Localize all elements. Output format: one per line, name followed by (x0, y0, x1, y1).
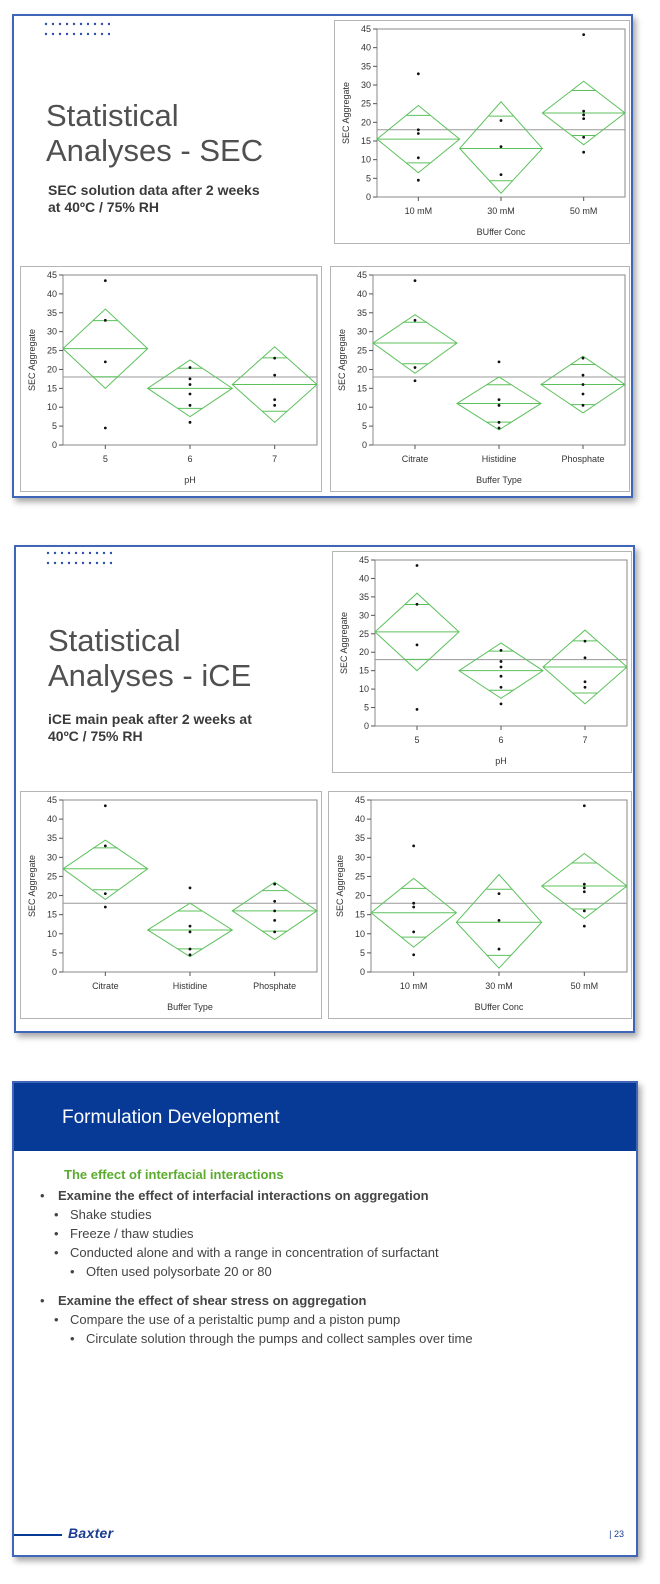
chart-panel-buffer-type (330, 266, 630, 492)
data-point (189, 421, 192, 424)
y-tick-label: 15 (356, 383, 367, 394)
y-tick-label: 5 (51, 421, 57, 432)
data-point (412, 906, 415, 909)
chart-panel-ph (20, 266, 322, 492)
data-point (583, 890, 586, 893)
data-point (582, 113, 585, 116)
data-point (583, 887, 586, 890)
y-tick-label: 40 (360, 42, 371, 53)
data-point (582, 357, 585, 360)
data-point (582, 117, 585, 120)
bullet-list (34, 1188, 616, 1346)
data-point (584, 640, 587, 643)
data-point (583, 909, 586, 912)
plot-frame (373, 275, 625, 445)
data-point (417, 156, 420, 159)
y-tick-label: 25 (354, 871, 365, 882)
x-tick-label: Phosphate (253, 981, 297, 991)
y-tick-label: 30 (356, 326, 367, 337)
y-tick-label: 0 (363, 721, 369, 731)
bullet-item: • Examine the effect of shear stress on aggregation (34, 1293, 616, 1308)
data-point (584, 686, 587, 689)
sub-bullet-item: • Compare the use of a peristaltic pump and a piston pump (34, 1312, 616, 1327)
data-point (189, 366, 192, 369)
subtitle-line-1: iCE main peak after 2 weeks at (48, 711, 252, 727)
y-tick-label: 10 (358, 684, 369, 695)
x-tick-label: Citrate (92, 981, 119, 991)
y-axis-label: SEC Aggregate (341, 81, 351, 145)
slide-title (46, 98, 263, 168)
y-tick-label: 40 (358, 573, 369, 584)
data-point (500, 173, 503, 176)
y-tick-label: 10 (356, 402, 367, 413)
y-tick-label: 45 (356, 270, 367, 280)
x-tick-label: Histidine (481, 454, 517, 464)
y-axis-label: SEC Aggregate (337, 328, 347, 392)
data-point (582, 110, 585, 113)
y-tick-label: 45 (354, 795, 365, 805)
x-axis-label: pH (184, 475, 196, 485)
ph-chart (333, 552, 631, 772)
y-axis-label: SEC Aggregate (27, 854, 37, 918)
y-tick-label: 5 (359, 947, 365, 958)
slide-body (58, 1167, 616, 1350)
y-tick-label: 15 (358, 665, 369, 676)
y-tick-label: 25 (360, 98, 371, 109)
y-tick-label: 15 (360, 136, 371, 146)
y-tick-label: 10 (46, 402, 57, 413)
data-point (583, 883, 586, 886)
data-point (189, 953, 192, 956)
data-point (584, 656, 587, 659)
y-tick-label: 30 (46, 326, 57, 337)
data-point (189, 948, 192, 951)
title-line-1: Statistical (46, 98, 179, 133)
data-point (500, 119, 503, 122)
subtitle-line-2: 40ºC / 75% RH (48, 728, 143, 744)
data-point (414, 366, 417, 369)
data-point (417, 179, 420, 182)
data-point (273, 398, 276, 401)
y-tick-label: 20 (360, 117, 371, 128)
y-axis-label: SEC Aggregate (335, 854, 345, 918)
data-point (498, 421, 501, 424)
y-tick-label: 10 (360, 154, 371, 165)
data-point (416, 603, 419, 606)
x-tick-label: Phosphate (561, 454, 605, 464)
ph-chart (21, 267, 321, 491)
data-point (498, 404, 501, 407)
data-point (414, 279, 417, 282)
data-point (417, 132, 420, 135)
y-tick-label: 5 (361, 421, 367, 432)
data-point (417, 72, 420, 75)
data-point (416, 708, 419, 711)
chart-panel-buffer-type (20, 791, 322, 1019)
data-point (500, 675, 503, 678)
data-point (273, 930, 276, 933)
data-point (412, 930, 415, 933)
data-point (500, 702, 503, 705)
sub-sub-bullet-item: • Circulate solution through the pumps and collect samples over time (34, 1331, 616, 1346)
data-point (104, 844, 107, 847)
y-tick-label: 30 (360, 80, 371, 90)
y-tick-label: 20 (356, 364, 367, 375)
data-point (582, 33, 585, 36)
slide-subtitle (48, 711, 252, 745)
slide-sec-analysis (12, 14, 633, 498)
chart-root (339, 555, 627, 766)
y-tick-label: 40 (354, 814, 365, 825)
y-tick-label: 20 (358, 647, 369, 658)
data-point (500, 666, 503, 669)
y-tick-label: 0 (359, 967, 365, 977)
y-tick-label: 5 (365, 173, 371, 184)
y-tick-label: 35 (354, 833, 365, 844)
x-tick-label: 10 mM (399, 981, 428, 991)
data-point (500, 686, 503, 689)
y-tick-label: 25 (46, 871, 57, 882)
subtitle-line-2: at 40ºC / 75% RH (48, 199, 159, 215)
data-point (416, 564, 419, 567)
data-point (273, 357, 276, 360)
x-axis-label: BUffer Conc (476, 227, 526, 237)
x-axis-label: Buffer Type (167, 1002, 213, 1012)
slide-title (48, 623, 251, 693)
data-point (189, 887, 192, 890)
footer-line (14, 1534, 62, 1536)
chart-root (337, 270, 625, 485)
data-point (498, 948, 501, 951)
data-point (273, 919, 276, 922)
slide-ice-analysis (14, 545, 635, 1033)
x-tick-label: 6 (498, 735, 504, 745)
y-tick-label: 25 (356, 345, 367, 356)
x-tick-label: 50 mM (570, 981, 599, 991)
means-diamond (373, 315, 457, 374)
data-point (500, 145, 503, 148)
x-tick-label: Citrate (401, 454, 429, 464)
chart-root (27, 795, 317, 1012)
chart-root (27, 270, 317, 485)
data-point (189, 404, 192, 407)
x-axis-label: pH (495, 756, 507, 766)
x-tick-label: 5 (414, 735, 420, 745)
y-tick-label: 45 (358, 555, 369, 565)
header-title: Formulation Development (62, 1107, 280, 1128)
x-tick-label: 10 mM (404, 206, 433, 216)
y-tick-label: 35 (360, 61, 371, 72)
buffer-conc-chart (335, 21, 629, 243)
data-point (273, 900, 276, 903)
data-point (582, 383, 585, 386)
data-point (104, 427, 107, 430)
x-tick-label: 30 mM (487, 206, 515, 216)
data-point (498, 427, 501, 430)
data-point (189, 383, 192, 386)
y-tick-label: 40 (356, 288, 367, 299)
y-tick-label: 45 (360, 24, 371, 34)
y-tick-label: 0 (51, 440, 57, 450)
y-tick-label: 10 (46, 928, 57, 939)
dotted-pattern-icon (44, 21, 110, 41)
bullet-item: • Examine the effect of interfacial interactions on aggregation (34, 1188, 616, 1203)
data-point (104, 360, 107, 363)
baxter-logo: Baxter (68, 1525, 114, 1541)
sub-bullet-item: • Conducted alone and with a range in concentration of surfactant (34, 1245, 616, 1260)
x-tick-label: 50 mM (569, 206, 598, 216)
data-point (582, 374, 585, 377)
y-tick-label: 35 (356, 307, 367, 318)
data-point (584, 680, 587, 683)
y-tick-label: 15 (354, 909, 365, 920)
sub-sub-bullet-item: • Often used polysorbate 20 or 80 (34, 1264, 616, 1279)
data-point (414, 379, 417, 382)
data-point (104, 279, 107, 282)
y-tick-label: 0 (365, 192, 371, 202)
chart-panel-buffer-conc (334, 20, 630, 244)
y-tick-label: 25 (358, 628, 369, 639)
data-point (104, 319, 107, 322)
data-point (582, 393, 585, 396)
section-heading: The effect of interfacial interactions (64, 1167, 284, 1182)
spacer (34, 1283, 616, 1293)
data-point (189, 377, 192, 380)
x-tick-label: 7 (272, 454, 278, 464)
page-number: | 23 (609, 1529, 624, 1539)
chart-root (341, 24, 625, 237)
x-tick-label: Histidine (172, 981, 208, 991)
subtitle-line-1: SEC solution data after 2 weeks (48, 182, 260, 198)
y-tick-label: 20 (46, 364, 57, 375)
data-point (412, 902, 415, 905)
y-axis-label: SEC Aggregate (27, 328, 37, 392)
x-tick-label: 30 mM (485, 981, 513, 991)
data-point (583, 804, 586, 807)
y-tick-label: 20 (46, 890, 57, 901)
title-line-1: Statistical (48, 623, 181, 658)
sub-bullet-item: • Freeze / thaw studies (34, 1226, 616, 1241)
data-point (498, 360, 501, 363)
x-tick-label: 6 (187, 454, 193, 464)
data-point (104, 906, 107, 909)
data-point (417, 128, 420, 131)
data-point (582, 151, 585, 154)
data-point (104, 892, 107, 895)
data-point (412, 953, 415, 956)
data-point (104, 804, 107, 807)
data-point (583, 925, 586, 928)
data-point (414, 319, 417, 322)
x-axis-label: Buffer Type (476, 475, 522, 485)
title-line-2: Analyses - iCE (48, 658, 252, 693)
y-tick-label: 30 (354, 852, 365, 863)
data-point (498, 919, 501, 922)
data-point (412, 844, 415, 847)
y-tick-label: 15 (46, 383, 57, 394)
y-tick-label: 30 (46, 852, 57, 863)
data-point (498, 398, 501, 401)
slide-subtitle (48, 182, 260, 216)
x-axis-label: BUffer Conc (474, 1002, 524, 1012)
y-tick-label: 45 (46, 795, 57, 805)
dotted-pattern-icon (46, 550, 112, 570)
y-tick-label: 40 (46, 814, 57, 825)
data-point (500, 660, 503, 663)
data-point (189, 925, 192, 928)
slide-formulation-development (12, 1081, 638, 1557)
y-tick-label: 30 (358, 610, 369, 621)
y-tick-label: 35 (46, 307, 57, 318)
y-tick-label: 20 (354, 890, 365, 901)
data-point (416, 643, 419, 646)
data-point (582, 136, 585, 139)
means-diamond (63, 840, 148, 899)
y-tick-label: 35 (46, 833, 57, 844)
y-tick-label: 15 (46, 909, 57, 920)
data-point (273, 909, 276, 912)
buffer-type-chart (21, 792, 321, 1018)
title-line-2: Analyses - SEC (46, 133, 264, 168)
y-tick-label: 25 (46, 345, 57, 356)
chart-panel-buffer-conc (328, 791, 632, 1019)
data-point (498, 892, 501, 895)
data-point (273, 883, 276, 886)
plot-frame (63, 800, 317, 972)
buffer-type-chart (331, 267, 629, 491)
buffer-conc-chart (329, 792, 631, 1018)
y-tick-label: 10 (354, 928, 365, 939)
data-point (189, 930, 192, 933)
data-point (582, 404, 585, 407)
y-axis-label: SEC Aggregate (339, 611, 349, 675)
sub-bullet-item: • Shake studies (34, 1207, 616, 1222)
y-tick-label: 35 (358, 591, 369, 602)
chart-root (335, 795, 627, 1012)
x-tick-label: 5 (102, 454, 108, 464)
y-tick-label: 5 (51, 947, 57, 958)
data-point (189, 393, 192, 396)
chart-panel-ph (332, 551, 632, 773)
slide-header-bar (14, 1083, 636, 1151)
y-tick-label: 0 (361, 440, 367, 450)
x-tick-label: 7 (582, 735, 588, 745)
data-point (273, 404, 276, 407)
y-tick-label: 40 (46, 288, 57, 299)
y-tick-label: 45 (46, 270, 57, 280)
y-tick-label: 0 (51, 967, 57, 977)
data-point (273, 374, 276, 377)
y-tick-label: 5 (363, 702, 369, 713)
data-point (500, 649, 503, 652)
